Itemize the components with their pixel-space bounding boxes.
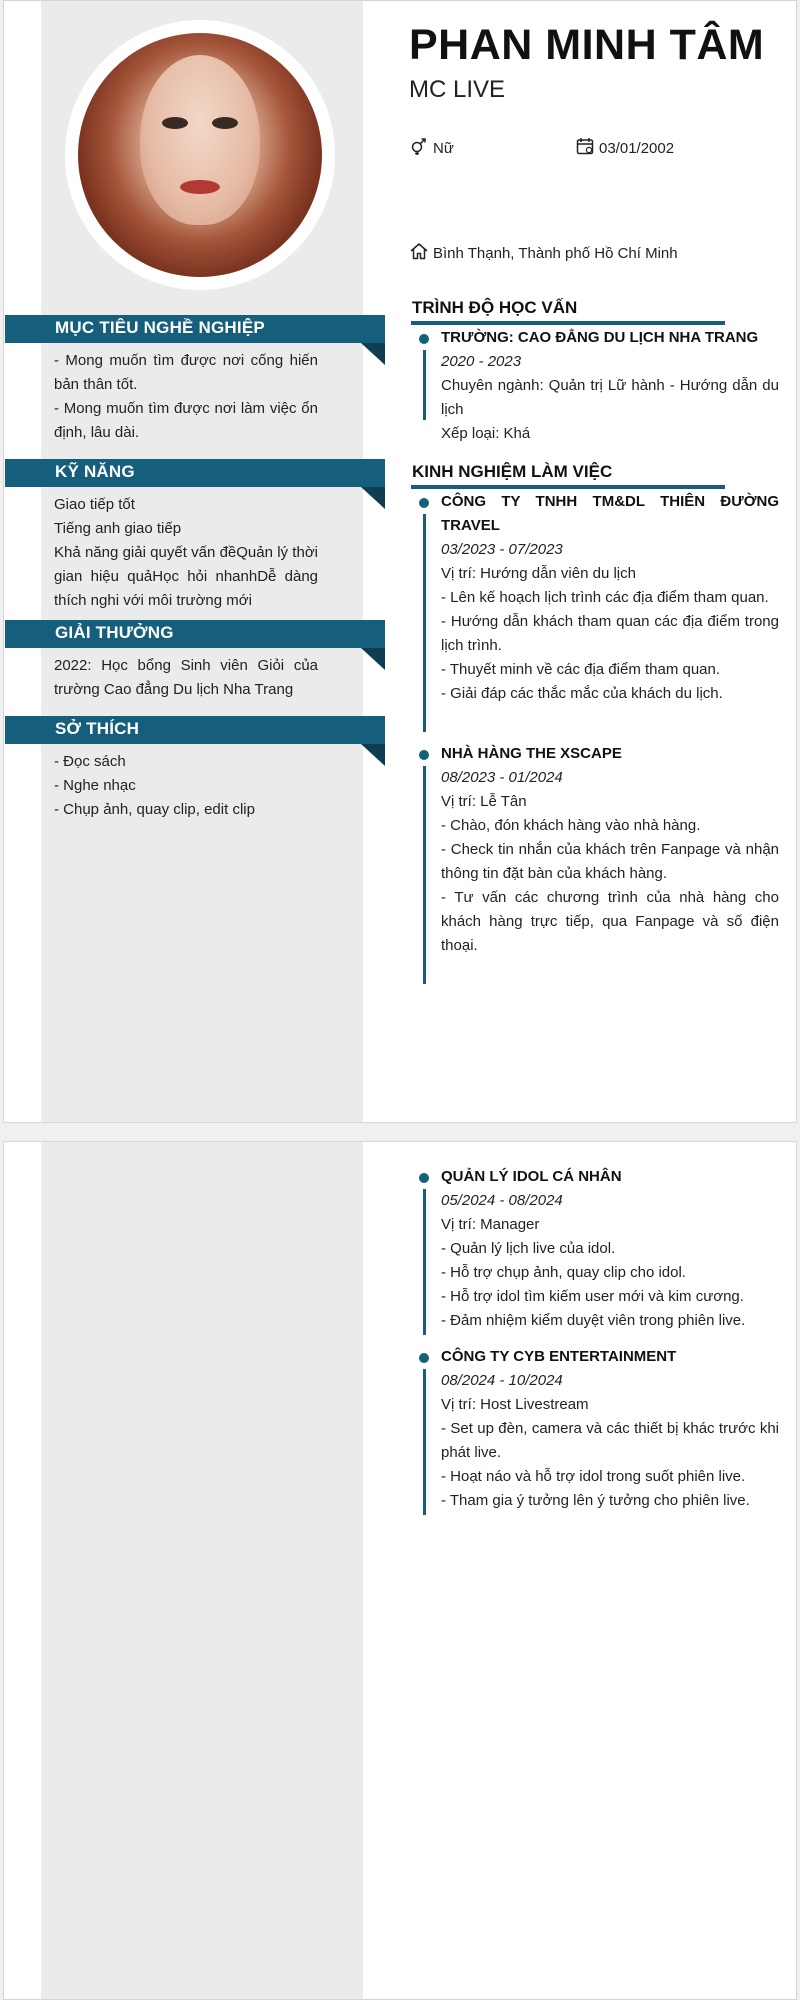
awards-title: GIẢI THƯỞNG: [55, 623, 174, 642]
education-entry: [419, 326, 779, 446]
skill-item: Khả năng giải quyết vấn đềQuản lý thời gian hiệu quảHọc hỏi nhanhDễ dàng thích nghi với môi trường mới: [54, 544, 318, 609]
skill-item: Tiếng anh giao tiếp: [54, 520, 182, 537]
hobbies-header: [5, 716, 385, 744]
education-title: TRÌNH ĐỘ HỌC VẤN: [412, 298, 578, 317]
skills-title: KỸ NĂNG: [55, 462, 135, 481]
job-duty: - Quản lý lịch live của idol.: [441, 1240, 616, 1257]
timeline-line: [423, 350, 426, 420]
objective-header: [5, 315, 385, 343]
job-company: NHÀ HÀNG THE XSCAPE: [441, 745, 622, 762]
job-dates: 05/2024 - 08/2024: [441, 1192, 563, 1209]
job-position: Vị trí: Lễ Tân: [441, 793, 527, 810]
objective-ribbon-fold: [361, 343, 385, 365]
job-duty: - Hỗ trợ chụp ảnh, quay clip cho idol.: [441, 1264, 686, 1281]
timeline-line: [423, 514, 426, 732]
school-name: TRƯỜNG: CAO ĐẲNG DU LỊCH NHA TRANG: [441, 329, 759, 346]
objective-text: [54, 349, 318, 445]
awards-text: [54, 654, 318, 702]
hobby-item: - Chụp ảnh, quay clip, edit clip: [54, 801, 255, 818]
education-grade: Xếp loại: Khá: [441, 425, 531, 442]
timeline-dot: [419, 1173, 429, 1183]
address-info: [409, 241, 678, 265]
cv-page-2: [3, 1141, 797, 2000]
avatar-frame: [65, 20, 335, 290]
timeline-line: [423, 766, 426, 984]
job-position: Vị trí: Host Livestream: [441, 1396, 589, 1413]
timeline-dot: [419, 750, 429, 760]
address-text: Bình Thạnh, Thành phố Hồ Chí Minh: [433, 244, 678, 262]
job-entry: [419, 1345, 779, 1513]
job-company: QUẢN LÝ IDOL CÁ NHÂN: [441, 1168, 622, 1185]
hobbies-text: [54, 750, 318, 822]
timeline-line: [423, 1369, 426, 1515]
job-duty: - Hướng dẫn khách tham quan các địa điểm trong lịch trình.: [441, 613, 779, 654]
skill-item: Giao tiếp tốt: [54, 496, 135, 513]
awards-header: [5, 620, 385, 648]
hobbies-title: SỞ THÍCH: [55, 719, 140, 738]
objective-line: - Mong muốn tìm được nơi cống hiến bản thân tốt.: [54, 352, 318, 393]
home-icon: [409, 241, 429, 265]
birthdate-text: 03/01/2002: [599, 139, 675, 157]
job-duty: - Hoạt náo và hỗ trợ idol trong suốt phiên live.: [441, 1468, 746, 1485]
job-duty: - Giải đáp các thắc mắc của khách du lịch.: [441, 685, 723, 702]
awards-ribbon-fold: [361, 648, 385, 670]
job-position: Vị trí: Manager: [441, 1216, 540, 1233]
education-major: Chuyên ngành: Quản trị Lữ hành - Hướng dẫn du lịch: [441, 377, 779, 418]
timeline-dot: [419, 498, 429, 508]
job-entry: [419, 490, 779, 706]
experience-underline: [411, 485, 725, 489]
avatar: [78, 33, 322, 277]
hobby-item: - Đọc sách: [54, 753, 126, 770]
candidate-name: PHAN MINH TÂM: [409, 21, 765, 69]
objective-line: - Mong muốn tìm được nơi làm việc ổn định, lâu dài.: [54, 400, 318, 441]
job-dates: 03/2023 - 07/2023: [441, 541, 563, 558]
timeline-dot: [419, 1353, 429, 1363]
job-duty: - Set up đèn, camera và các thiết bị khác trước khi phát live.: [441, 1420, 779, 1461]
sidebar-background: [41, 1142, 363, 1999]
calendar-icon: [575, 136, 595, 160]
job-duty: - Check tin nhắn của khách trên Fanpage và nhận thông tin đặt bàn của khách hàng.: [441, 841, 779, 882]
award-item: 2022: Học bổng Sinh viên Giỏi của trường Cao đẳng Du lịch Nha Trang: [54, 657, 318, 698]
gender-info: [409, 136, 454, 160]
experience-title: KINH NGHIỆM LÀM VIỆC: [412, 462, 613, 481]
skills-ribbon-fold: [361, 487, 385, 509]
job-dates: 08/2023 - 01/2024: [441, 769, 563, 786]
job-company: CÔNG TY TNHH TM&DL THIÊN ĐƯỜNG TRAVEL: [441, 493, 779, 534]
job-duty: - Hỗ trợ idol tìm kiếm user mới và kim cương.: [441, 1288, 744, 1305]
job-duty: - Tham gia ý tưởng lên ý tưởng cho phiên live.: [441, 1492, 750, 1509]
job-duty: - Đảm nhiệm kiểm duyệt viên trong phiên live.: [441, 1312, 746, 1329]
objective-title: MỤC TIÊU NGHỀ NGHIỆP: [55, 318, 265, 337]
job-duty: - Tư vấn các chương trình của nhà hàng cho khách hàng trực tiếp, qua Fanpage và số điện thoại.: [441, 889, 779, 954]
hobby-item: - Nghe nhạc: [54, 777, 136, 794]
job-duty: - Lên kế hoạch lịch trình các địa điểm tham quan.: [441, 589, 769, 606]
skills-text: [54, 493, 318, 613]
education-dates: 2020 - 2023: [441, 353, 522, 370]
job-entry: [419, 742, 779, 958]
birthdate-info: [575, 136, 674, 160]
job-duty: - Chào, đón khách hàng vào nhà hàng.: [441, 817, 701, 834]
timeline-line: [423, 1189, 426, 1335]
job-position: Vị trí: Hướng dẫn viên du lịch: [441, 565, 636, 582]
job-company: CÔNG TY CYB ENTERTAINMENT: [441, 1348, 677, 1365]
skills-header: [5, 459, 385, 487]
timeline-dot: [419, 334, 429, 344]
education-underline: [411, 321, 725, 325]
gender-text: Nữ: [433, 139, 454, 157]
cv-page-1: [3, 0, 797, 1123]
job-dates: 08/2024 - 10/2024: [441, 1372, 563, 1389]
job-entry: [419, 1165, 779, 1333]
gender-icon: [409, 136, 429, 160]
job-duty: - Thuyết minh về các địa điểm tham quan.: [441, 661, 721, 678]
candidate-role: MC LIVE: [409, 76, 506, 103]
hobbies-ribbon-fold: [361, 744, 385, 766]
